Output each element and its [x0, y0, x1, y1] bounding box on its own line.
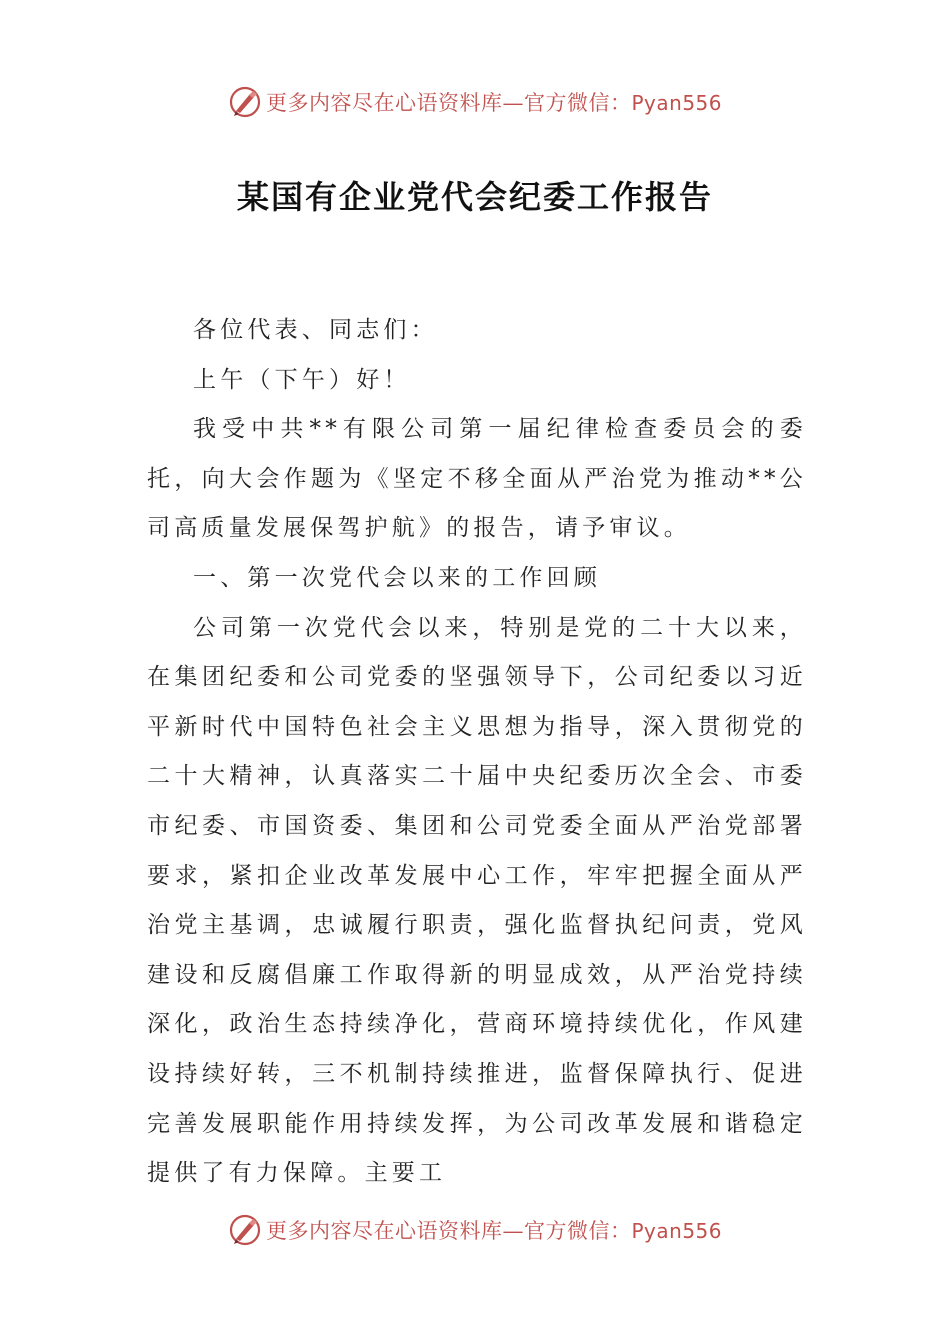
- header-watermark-banner: [0, 80, 950, 124]
- watermark-text: 更多内容尽在心语资料库—官方微信：Pyan556: [265, 91, 722, 115]
- greeting: 上午（下午）好！: [193, 366, 411, 393]
- pen-logo-icon: [228, 1213, 262, 1247]
- watermark-text: 更多内容尽在心语资料库—官方微信：Pyan556: [265, 1219, 722, 1243]
- pen-logo-icon: [228, 85, 262, 119]
- document-title: 某国有企业党代会纪委工作报告: [236, 178, 713, 216]
- body-paragraph: 公司第一次党代会以来，特别是党的二十大以来，在集团纪委和公司党委的坚强领导下，公司纪委以习近平新时代中国特色社会主义思想为指导，深入贯彻党的二十大精神，认真落实二十届中央纪委历次全会、市委市纪委、市国资委、集团和公司党委全面从严治党部署要求，紧扣企业改革发展中心工作，牢牢把握全面从严治党主基调，忠诚履行职责，强化监督执纪问责，党风建设和反腐倡廉工作取得新的明显成效，从严治党持续深化，政治生态持续净化，营商环境持续优化，作风建设持续好转，三不机制持续推进，监督保障执行、促进完善发展职能作用持续发挥，为公司改革发展和谐稳定提供了有力保障。主要工: [147, 614, 807, 1187]
- document-body: [147, 306, 807, 1199]
- salutation: 各位代表、同志们：: [193, 317, 438, 343]
- footer-watermark-banner: [0, 1208, 950, 1252]
- intro-paragraph: 我受中共**有限公司第一届纪律检查委员会的委托，向大会作题为《坚定不移全面从严治党为推动**公司高质量发展保驾护航》的报告，请予审议。: [147, 416, 807, 542]
- section-heading: 一、第一次党代会以来的工作回顾: [193, 564, 601, 591]
